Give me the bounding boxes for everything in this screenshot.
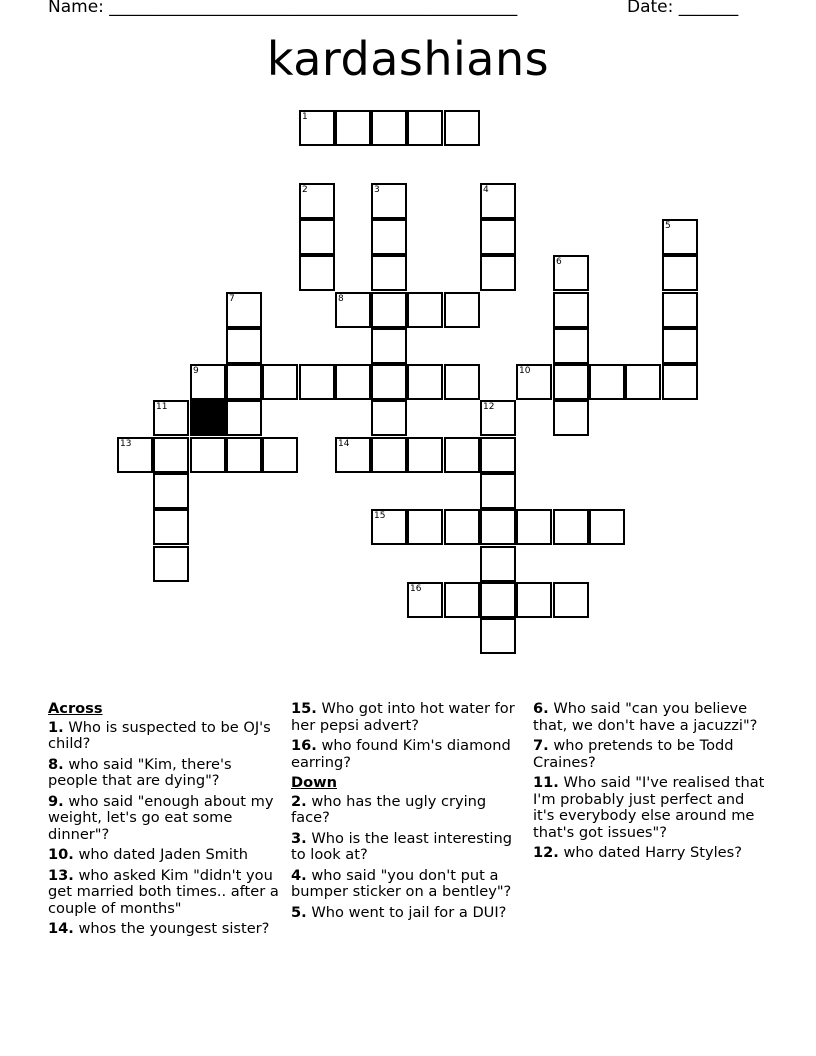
grid-cell[interactable] xyxy=(153,437,189,473)
grid-cell[interactable] xyxy=(153,509,189,545)
clue xyxy=(533,701,765,734)
grid-cell[interactable] xyxy=(407,437,443,473)
grid-cell[interactable] xyxy=(371,400,407,436)
clue-number-label: 14. xyxy=(48,920,74,937)
grid-cell[interactable] xyxy=(299,110,335,146)
grid-cell[interactable] xyxy=(407,509,443,545)
clue-number-label: 4. xyxy=(291,866,307,884)
clue-number-label: 12. xyxy=(533,844,559,861)
clue-number-label: 15. xyxy=(291,700,317,717)
grid-cell[interactable] xyxy=(553,328,589,364)
grid-cell[interactable] xyxy=(299,183,335,219)
clue-number: 15 xyxy=(374,511,386,521)
grid-cell[interactable] xyxy=(480,618,516,654)
grid-cell[interactable] xyxy=(625,364,661,400)
grid-cell[interactable] xyxy=(407,110,443,146)
grid-cell[interactable] xyxy=(480,400,516,436)
grid-cell[interactable] xyxy=(589,364,625,400)
grid-cell[interactable] xyxy=(226,328,262,364)
grid-cell[interactable] xyxy=(589,509,625,545)
grid-cell[interactable] xyxy=(371,328,407,364)
clue-text: Who went to jail for a DUI? xyxy=(311,903,507,921)
clue-number: 10 xyxy=(519,366,531,376)
clue xyxy=(291,794,523,827)
clue xyxy=(291,831,523,864)
clue-number: 8 xyxy=(338,294,344,304)
clue-text: Who said "I've realised that I'm probably just perfect and it's everybody else around me that's got issues"? xyxy=(533,774,765,841)
grid-cell[interactable] xyxy=(444,292,480,328)
clue-number-label: 9. xyxy=(48,792,64,810)
name-line: ________________________________________________ xyxy=(109,0,518,17)
grid-cell[interactable] xyxy=(226,437,262,473)
grid-cell[interactable] xyxy=(262,364,298,400)
clue-text: who has the ugly crying face? xyxy=(291,792,487,826)
clue-text: who dated Harry Styles? xyxy=(563,844,743,861)
clue-number: 13 xyxy=(120,439,132,449)
clue-number-label: 1. xyxy=(48,718,64,736)
grid-cell[interactable] xyxy=(299,219,335,255)
clues-column-3 xyxy=(533,701,765,866)
clue-number-label: 6. xyxy=(533,700,549,717)
grid-cell[interactable] xyxy=(662,255,698,291)
grid-cell[interactable] xyxy=(553,509,589,545)
clue xyxy=(291,701,523,734)
clue-number-label: 13. xyxy=(48,866,74,884)
clue-number: 12 xyxy=(483,402,495,412)
grid-cell[interactable] xyxy=(444,364,480,400)
grid-cell[interactable] xyxy=(371,110,407,146)
grid-cell[interactable] xyxy=(480,437,516,473)
grid-cell[interactable] xyxy=(407,582,443,618)
grid-cell[interactable] xyxy=(662,328,698,364)
grid-cell[interactable] xyxy=(190,364,226,400)
grid-cell[interactable] xyxy=(407,364,443,400)
name-field[interactable] xyxy=(48,0,517,17)
clue-text: who said "you don't put a bumper sticker on a bentley"? xyxy=(291,866,512,900)
clue-number: 1 xyxy=(302,112,308,122)
grid-cell[interactable] xyxy=(516,582,552,618)
grid-cell[interactable] xyxy=(299,255,335,291)
clue-number: 2 xyxy=(302,185,308,195)
grid-cell[interactable] xyxy=(226,364,262,400)
grid-cell[interactable] xyxy=(153,473,189,509)
grid-cell[interactable] xyxy=(371,183,407,219)
clue-number: 16 xyxy=(410,584,422,594)
clue xyxy=(291,868,523,901)
grid-cell[interactable] xyxy=(444,110,480,146)
clue xyxy=(48,757,280,790)
grid-cell[interactable] xyxy=(480,546,516,582)
grid-cell[interactable] xyxy=(480,509,516,545)
clue-text: Who got into hot water for her pepsi advert? xyxy=(291,700,515,734)
clue xyxy=(48,921,280,938)
clue-number: 3 xyxy=(374,185,380,195)
grid-cell[interactable] xyxy=(553,400,589,436)
grid-cell[interactable] xyxy=(480,582,516,618)
clue-number-label: 8. xyxy=(48,755,64,773)
clue-text: who asked Kim "didn't you get married both times.. after a couple of months" xyxy=(48,866,279,917)
grid-cell[interactable] xyxy=(371,255,407,291)
date-label: Date: xyxy=(627,0,674,17)
grid-cell[interactable] xyxy=(335,110,371,146)
clue-number-label: 2. xyxy=(291,792,307,810)
grid-cell[interactable] xyxy=(371,219,407,255)
clue-number: 5 xyxy=(665,221,671,231)
grid-cell[interactable] xyxy=(444,437,480,473)
clue xyxy=(291,905,523,922)
clues-column-2 xyxy=(291,701,523,925)
grid-cell[interactable] xyxy=(516,509,552,545)
clue xyxy=(48,720,280,753)
grid-cell[interactable] xyxy=(553,364,589,400)
clue-number: 6 xyxy=(556,257,562,267)
grid-cell[interactable] xyxy=(662,292,698,328)
grid-cell[interactable] xyxy=(444,509,480,545)
clue-number: 11 xyxy=(156,402,168,412)
grid-cell[interactable] xyxy=(371,292,407,328)
clue-text: who found Kim's diamond earring? xyxy=(291,737,511,771)
clue xyxy=(533,845,765,862)
grid-cell[interactable] xyxy=(553,292,589,328)
grid-cell[interactable] xyxy=(480,219,516,255)
black-square xyxy=(190,400,226,436)
grid-cell[interactable] xyxy=(480,473,516,509)
clue-text: Who said "can you believe that, we don't have a jacuzzi"? xyxy=(533,700,758,734)
grid-cell[interactable] xyxy=(226,292,262,328)
puzzle-title: kardashians xyxy=(266,32,550,86)
grid-cell[interactable] xyxy=(553,255,589,291)
grid-cell[interactable] xyxy=(262,437,298,473)
clue-number-label: 5. xyxy=(291,903,307,921)
clue-text: Who is the least interesting to look at? xyxy=(291,829,512,863)
grid-cell[interactable] xyxy=(153,400,189,436)
clue-number-label: 7. xyxy=(533,737,549,754)
clue-number-label: 10. xyxy=(48,846,74,863)
across-heading: Across xyxy=(48,700,103,717)
clues-column-1 xyxy=(48,701,280,942)
clue xyxy=(291,738,523,771)
clue-text: who said "Kim, there's people that are dying"? xyxy=(48,755,232,789)
clue-text: whos the youngest sister? xyxy=(78,920,270,937)
grid-cell[interactable] xyxy=(662,219,698,255)
clue xyxy=(533,738,765,771)
clue xyxy=(533,775,765,841)
grid-cell[interactable] xyxy=(335,364,371,400)
grid-cell[interactable] xyxy=(480,255,516,291)
grid-cell[interactable] xyxy=(662,364,698,400)
date-field[interactable] xyxy=(627,0,738,17)
grid-cell[interactable] xyxy=(371,509,407,545)
grid-cell[interactable] xyxy=(153,546,189,582)
grid-cell[interactable] xyxy=(553,582,589,618)
clue xyxy=(48,847,280,864)
grid-cell[interactable] xyxy=(480,183,516,219)
clue-text: who said "enough about my weight, let's go eat some dinner"? xyxy=(48,792,274,843)
clue xyxy=(48,868,280,918)
clue-number-label: 3. xyxy=(291,829,307,847)
grid-cell[interactable] xyxy=(226,400,262,436)
clue-text: Who is suspected to be OJ's child? xyxy=(48,718,271,752)
grid-cell[interactable] xyxy=(335,292,371,328)
grid-cell[interactable] xyxy=(516,364,552,400)
clue-number: 4 xyxy=(483,185,489,195)
clue-text: who pretends to be Todd Craines? xyxy=(533,737,734,771)
name-label: Name: xyxy=(48,0,104,17)
clue-text: who dated Jaden Smith xyxy=(78,846,248,863)
clue-number-label: 11. xyxy=(533,774,559,791)
grid-cell[interactable] xyxy=(299,364,335,400)
grid-cell[interactable] xyxy=(444,582,480,618)
clue-number: 14 xyxy=(338,439,350,449)
clue-number: 9 xyxy=(193,366,199,376)
grid-cell[interactable] xyxy=(190,437,226,473)
grid-cell[interactable] xyxy=(335,437,371,473)
grid-cell[interactable] xyxy=(371,364,407,400)
grid-cell[interactable] xyxy=(117,437,153,473)
clue-number-label: 16. xyxy=(291,737,317,754)
date-line: _______ xyxy=(678,0,739,17)
down-heading: Down xyxy=(291,774,338,791)
grid-cell[interactable] xyxy=(407,292,443,328)
grid-cell[interactable] xyxy=(371,437,407,473)
clue xyxy=(48,794,280,844)
clue-number: 7 xyxy=(229,294,235,304)
